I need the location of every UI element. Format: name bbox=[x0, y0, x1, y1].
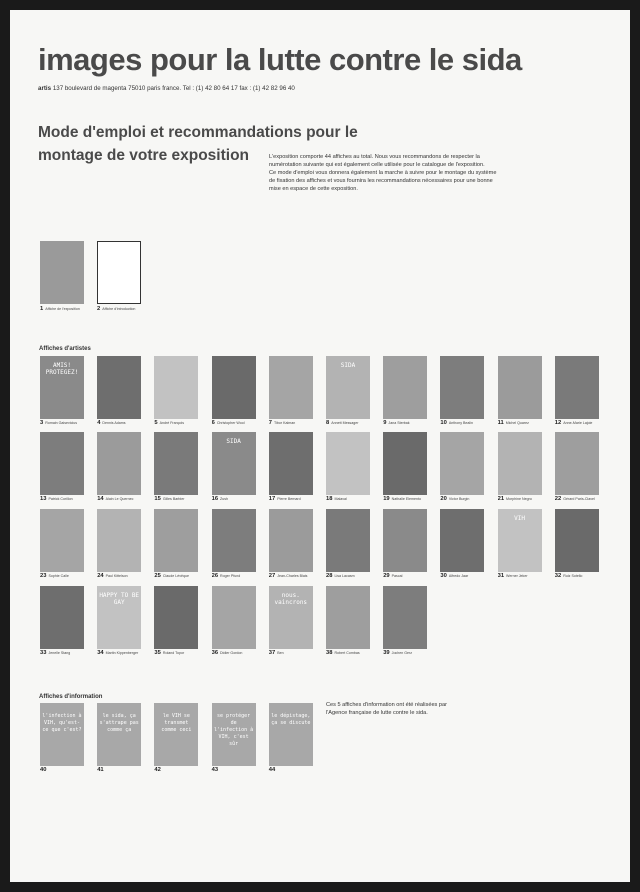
poster-text: nous. vaincrons bbox=[274, 592, 308, 606]
poster-caption: 34 Martin Kippenberger bbox=[97, 650, 139, 656]
poster-caption: 15 Gilles Barbier bbox=[154, 496, 185, 502]
org-name: artis bbox=[38, 85, 52, 92]
poster-text: se protéger de l'infection à VIH, c'est sûr bbox=[214, 713, 254, 747]
artists-label: Affiches d'artistes bbox=[39, 346, 91, 352]
poster-caption: 4 Dennis Adams bbox=[97, 420, 126, 426]
poster-text: le dépistage, ça se discute bbox=[271, 713, 311, 726]
poster-thumbnail bbox=[97, 241, 141, 304]
poster-thumbnail bbox=[40, 586, 84, 649]
intro-text: L'exposition comporte 44 affiches au total. Nous vous recommandons de respecter la numérotation suivante qui est également celle utilisée pour le catalogue de l'exposition. bbox=[269, 154, 485, 168]
poster-caption: 5 André François bbox=[154, 420, 184, 426]
page-title: images pour la lutte contre le sida bbox=[38, 42, 522, 77]
poster-caption: 2 Affiche d'introduction bbox=[97, 306, 136, 312]
poster-caption: 6 Christopher Wool bbox=[211, 420, 245, 426]
poster-thumbnail bbox=[326, 586, 370, 649]
poster-caption: 35 Roland Topor bbox=[154, 650, 185, 656]
poster-caption: 23 Sophie Calle bbox=[40, 573, 69, 579]
poster-caption: 29 Pascal bbox=[383, 573, 403, 579]
poster-caption: 24 Paul Kittelson bbox=[97, 573, 128, 579]
poster-caption: 25 Claude Lévêque bbox=[154, 573, 190, 579]
info-poster-thumbnail bbox=[40, 703, 84, 766]
poster-thumbnail bbox=[154, 356, 198, 419]
poster-thumbnail bbox=[326, 432, 370, 495]
poster-thumbnail bbox=[269, 586, 313, 649]
poster-number: 41 bbox=[97, 767, 104, 773]
poster-text: l'infection à VIH, qu'est-ce que c'est? bbox=[42, 713, 82, 733]
poster-thumbnail bbox=[154, 586, 198, 649]
poster-number: 43 bbox=[211, 767, 219, 773]
poster-caption: 39 Jochen Gerz bbox=[383, 650, 413, 656]
poster-caption: 13 Patrick Corillon bbox=[40, 496, 73, 502]
poster-caption: 38 Robert Combas bbox=[326, 650, 360, 656]
poster-caption: 30 Alfredo Jaar bbox=[440, 573, 469, 579]
poster-thumbnail bbox=[212, 509, 256, 572]
poster-caption: 31 Werner Jeker bbox=[497, 573, 528, 579]
poster-caption: 8 Annett Messager bbox=[326, 420, 359, 426]
poster-caption: 21 Morphine Negro bbox=[497, 496, 532, 502]
poster-number: 40 bbox=[40, 767, 47, 773]
address-text: 137 boulevard de magenta 75010 paris france. Tel : (1) 42 80 64 17 fax : (1) 42 82 96 40 bbox=[52, 85, 295, 92]
poster-thumbnail bbox=[555, 509, 599, 572]
poster-caption: 3 Romain Gaisevicius bbox=[40, 420, 77, 426]
poster-caption: 12 Anne-Marie Lajoie bbox=[554, 420, 593, 426]
poster-thumbnail bbox=[383, 509, 427, 572]
poster-thumbnail bbox=[269, 432, 313, 495]
poster-caption: 32 Ruiz Sotello bbox=[554, 573, 583, 579]
poster-caption: 33 Jenelle Stang bbox=[40, 650, 71, 656]
info-label: Affiches d'information bbox=[39, 694, 103, 700]
poster-thumbnail bbox=[498, 509, 542, 572]
poster-thumbnail bbox=[555, 356, 599, 419]
poster-text: le sida, ça s'attrape pas comme ça bbox=[99, 713, 139, 733]
poster-caption: 10 Anthony Bealin bbox=[440, 420, 474, 426]
poster-thumbnail bbox=[97, 509, 141, 572]
poster-text: VIH bbox=[514, 515, 526, 522]
poster-thumbnail bbox=[383, 586, 427, 649]
poster-sheet bbox=[10, 10, 630, 882]
poster-thumbnail bbox=[440, 356, 484, 419]
section-heading: Mode d'emploi et recommandations pour le montage de votre exposition bbox=[38, 124, 358, 164]
poster-thumbnail bbox=[212, 586, 256, 649]
poster-text: HAPPY TO BE GAY bbox=[99, 592, 140, 606]
intro-paragraph bbox=[269, 153, 499, 193]
poster-caption: 19 Nathalie Elemento bbox=[383, 496, 422, 502]
poster-thumbnail bbox=[269, 509, 313, 572]
intro-text: Ce mode d'emploi vous donnera également la marche à suivre pour le montage du système de fixation des affiches et vous fournira les recommandations nécessaires pour une bonne mise en espace de cette exposition. bbox=[269, 170, 497, 192]
poster-thumbnail bbox=[383, 432, 427, 495]
poster-thumbnail bbox=[212, 432, 256, 495]
poster-thumbnail bbox=[326, 356, 370, 419]
poster-number: 42 bbox=[154, 767, 161, 773]
poster-caption: 37 Ben bbox=[268, 650, 284, 656]
poster-thumbnail bbox=[383, 356, 427, 419]
poster-caption: 1 Affiche de l'exposition bbox=[40, 306, 80, 312]
poster-thumbnail bbox=[440, 509, 484, 572]
poster-thumbnail bbox=[154, 509, 198, 572]
poster-caption: 17 Pierre Bernard bbox=[268, 496, 301, 502]
poster-thumbnail bbox=[440, 432, 484, 495]
poster-thumbnail bbox=[40, 241, 84, 304]
poster-text: SIDA bbox=[226, 438, 241, 445]
poster-number: 44 bbox=[268, 767, 276, 773]
info-poster-thumbnail bbox=[212, 703, 256, 766]
poster-caption: 27 Jean-Charles Blais bbox=[268, 573, 308, 579]
poster-thumbnail bbox=[40, 509, 84, 572]
info-poster-thumbnail bbox=[154, 703, 198, 766]
info-poster-thumbnail bbox=[97, 703, 141, 766]
poster-thumbnail bbox=[97, 586, 141, 649]
poster-caption: 18 Malaval bbox=[326, 496, 347, 502]
poster-text: le VIH se transmet comme ceci bbox=[161, 713, 192, 733]
poster-thumbnail bbox=[326, 509, 370, 572]
poster-thumbnail bbox=[269, 356, 313, 419]
poster-caption: 26 Roger Pfund bbox=[211, 573, 241, 579]
poster-thumbnail bbox=[40, 432, 84, 495]
poster-thumbnail bbox=[555, 432, 599, 495]
poster-caption: 11 Michel Quarez bbox=[497, 420, 529, 426]
poster-caption: 28 Lisa Lacasm bbox=[326, 573, 355, 579]
poster-caption: 22 Gérard Paris-Clavel bbox=[554, 496, 595, 502]
poster-thumbnail bbox=[154, 432, 198, 495]
poster-thumbnail bbox=[498, 356, 542, 419]
poster-caption: 7 Tibor Kalman bbox=[268, 420, 296, 426]
poster-caption: 20 Victor Burgin bbox=[440, 496, 470, 502]
poster-caption: 16 Zush bbox=[211, 496, 229, 502]
poster-caption: 14 Alain Le Quernec bbox=[97, 496, 134, 502]
poster-thumbnail bbox=[212, 356, 256, 419]
address-line bbox=[38, 85, 295, 92]
poster-thumbnail bbox=[40, 356, 84, 419]
poster-text: AMIS! PROTEGEZ! bbox=[45, 362, 79, 376]
poster-thumbnail bbox=[498, 432, 542, 495]
info-note: Ces 5 affiches d'information ont été réalisées par l'Agence française de lutte contre le sida. bbox=[326, 702, 447, 716]
poster-caption: 9 Jana Sterbak bbox=[383, 420, 410, 426]
poster-thumbnail bbox=[97, 432, 141, 495]
info-poster-thumbnail bbox=[269, 703, 313, 766]
poster-thumbnail bbox=[97, 356, 141, 419]
poster-text: SIDA bbox=[340, 362, 356, 369]
poster-caption: 36 Didier Gordon bbox=[211, 650, 243, 656]
